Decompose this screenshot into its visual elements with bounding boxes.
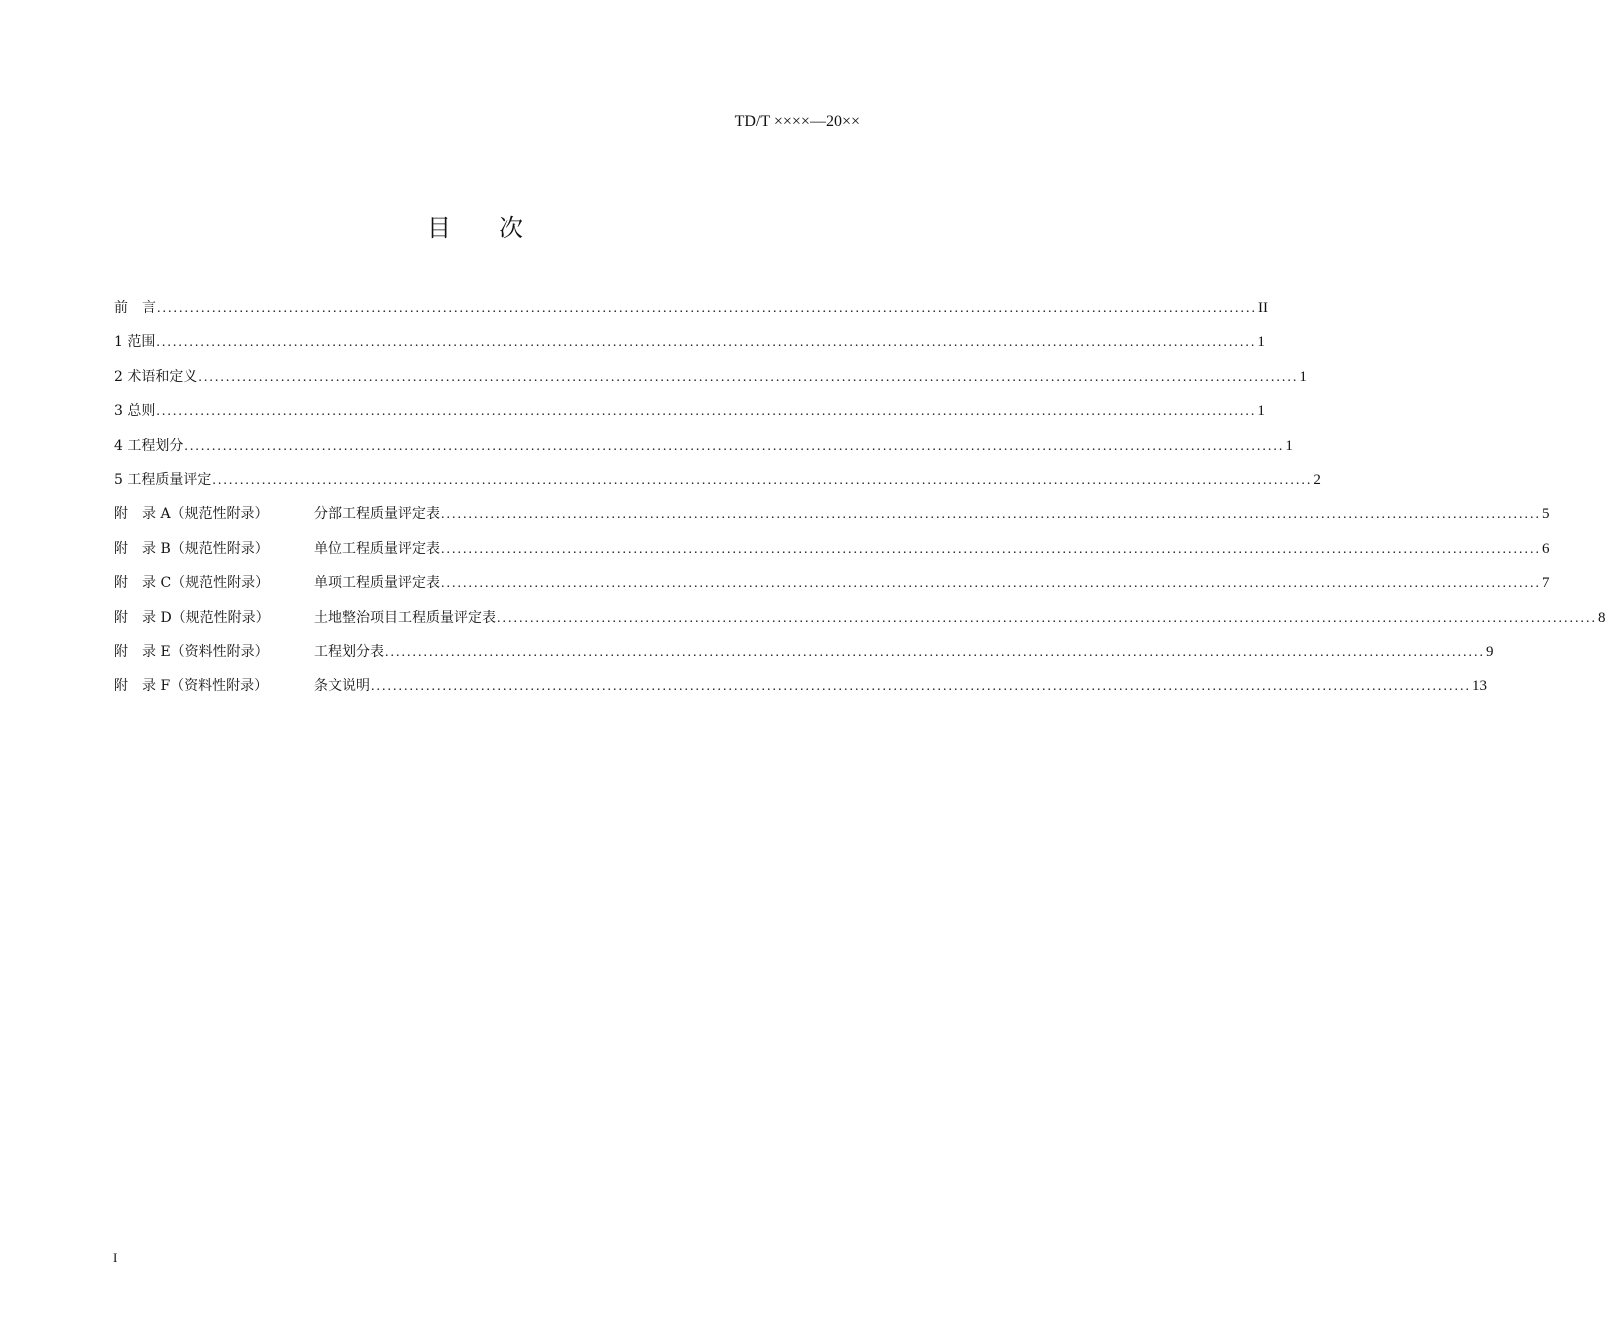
toc-entry-page: 7 xyxy=(1542,575,1550,592)
toc-entry-page: 5 xyxy=(1542,506,1550,523)
toc-entry-appendix-e[interactable] xyxy=(114,640,1494,674)
appendix-title: 土地整治项目工程质量评定表 xyxy=(314,609,496,626)
appendix-prefix: 附 录 C（规范性附录） xyxy=(114,575,270,592)
appendix-prefix: 附 录 E（资料性附录） xyxy=(114,643,269,660)
toc-entry[interactable] xyxy=(114,399,1265,433)
toc-entry[interactable] xyxy=(114,468,1321,502)
appendix-title: 条文说明 xyxy=(314,678,370,695)
toc-entry-appendix-b[interactable] xyxy=(114,537,1550,571)
toc-entry-page: 2 xyxy=(1313,471,1321,488)
toc-leader-dots: ........................................................................................................................................................................................................ xyxy=(184,438,1285,454)
toc-title-char-2: 次 xyxy=(499,214,523,242)
toc-leader-dots: ........................................................................................................................................................................................................ xyxy=(156,335,1257,351)
toc-entry-appendix-a[interactable] xyxy=(114,502,1550,536)
toc-entry[interactable] xyxy=(114,365,1307,399)
toc-entry-label: 3 总则 xyxy=(114,403,156,420)
appendix-title: 分部工程质量评定表 xyxy=(314,506,440,523)
appendix-prefix: 附 录 F（资料性附录） xyxy=(114,678,269,695)
toc-leader-dots: ........................................................................................................................................................................................................ xyxy=(157,301,1257,316)
toc-entry-label xyxy=(114,606,496,630)
toc-entry-appendix-d[interactable] xyxy=(114,606,1606,640)
toc-entry-page: 8 xyxy=(1598,609,1606,626)
toc-leader-dots: ........................................................................................................................................................................................................ xyxy=(441,541,1541,557)
toc-leader-dots: ........................................................................................................................................................................................................ xyxy=(497,610,1597,626)
appendix-title: 单项工程质量评定表 xyxy=(314,575,440,592)
appendix-prefix: 附 录 A（规范性附录） xyxy=(114,506,269,523)
toc-entry-label xyxy=(114,640,384,664)
toc-entry-label: 5 工程质量评定 xyxy=(114,471,212,488)
toc-entry-label: 2 术语和定义 xyxy=(114,368,198,385)
toc-entry[interactable] xyxy=(114,296,1268,330)
table-of-contents xyxy=(114,296,1606,709)
toc-entry-label xyxy=(114,502,440,526)
toc-entry-page: II xyxy=(1258,300,1268,316)
toc-entry-appendix-f[interactable] xyxy=(114,674,1487,708)
toc-entry-page: 1 xyxy=(1299,368,1307,385)
toc-entry-label xyxy=(114,537,440,561)
appendix-prefix: 附 录 B（规范性附录） xyxy=(114,540,269,557)
toc-entry-label: 4 工程划分 xyxy=(114,437,184,454)
toc-entry-page: 13 xyxy=(1472,678,1487,695)
toc-entry-page: 1 xyxy=(1285,437,1293,454)
toc-entry-label: 前 言 xyxy=(114,300,156,316)
toc-entry-page: 1 xyxy=(1257,403,1265,420)
toc-entry-label xyxy=(114,674,370,698)
toc-entry-label xyxy=(114,571,440,595)
page-number: I xyxy=(113,1250,118,1265)
toc-leader-dots: ........................................................................................................................................................................................................ xyxy=(385,644,1485,660)
toc-leader-dots: ........................................................................................................................................................................................................ xyxy=(198,369,1299,385)
toc-leader-dots: ........................................................................................................................................................................................................ xyxy=(441,576,1541,592)
toc-leader-dots: ........................................................................................................................................................................................................ xyxy=(441,507,1541,523)
toc-entry-page: 9 xyxy=(1486,643,1494,660)
toc-entry[interactable] xyxy=(114,330,1265,364)
toc-leader-dots: ........................................................................................................................................................................................................ xyxy=(212,472,1313,488)
toc-entry-page: 6 xyxy=(1542,540,1550,557)
toc-title-char-1: 目 xyxy=(427,214,451,242)
document-code: TD/T ××××—20×× xyxy=(734,113,860,130)
toc-entry-label: 1 范围 xyxy=(114,334,156,351)
appendix-title: 单位工程质量评定表 xyxy=(314,540,440,557)
toc-entry-appendix-c[interactable] xyxy=(114,571,1550,605)
toc-title xyxy=(0,208,950,243)
toc-entry[interactable] xyxy=(114,434,1293,468)
toc-leader-dots: ........................................................................................................................................................................................................ xyxy=(371,679,1471,695)
appendix-title: 工程划分表 xyxy=(314,643,384,660)
appendix-prefix: 附 录 D（规范性附录） xyxy=(114,609,270,626)
toc-leader-dots: ........................................................................................................................................................................................................ xyxy=(156,404,1257,420)
toc-entry-page: 1 xyxy=(1257,334,1265,351)
